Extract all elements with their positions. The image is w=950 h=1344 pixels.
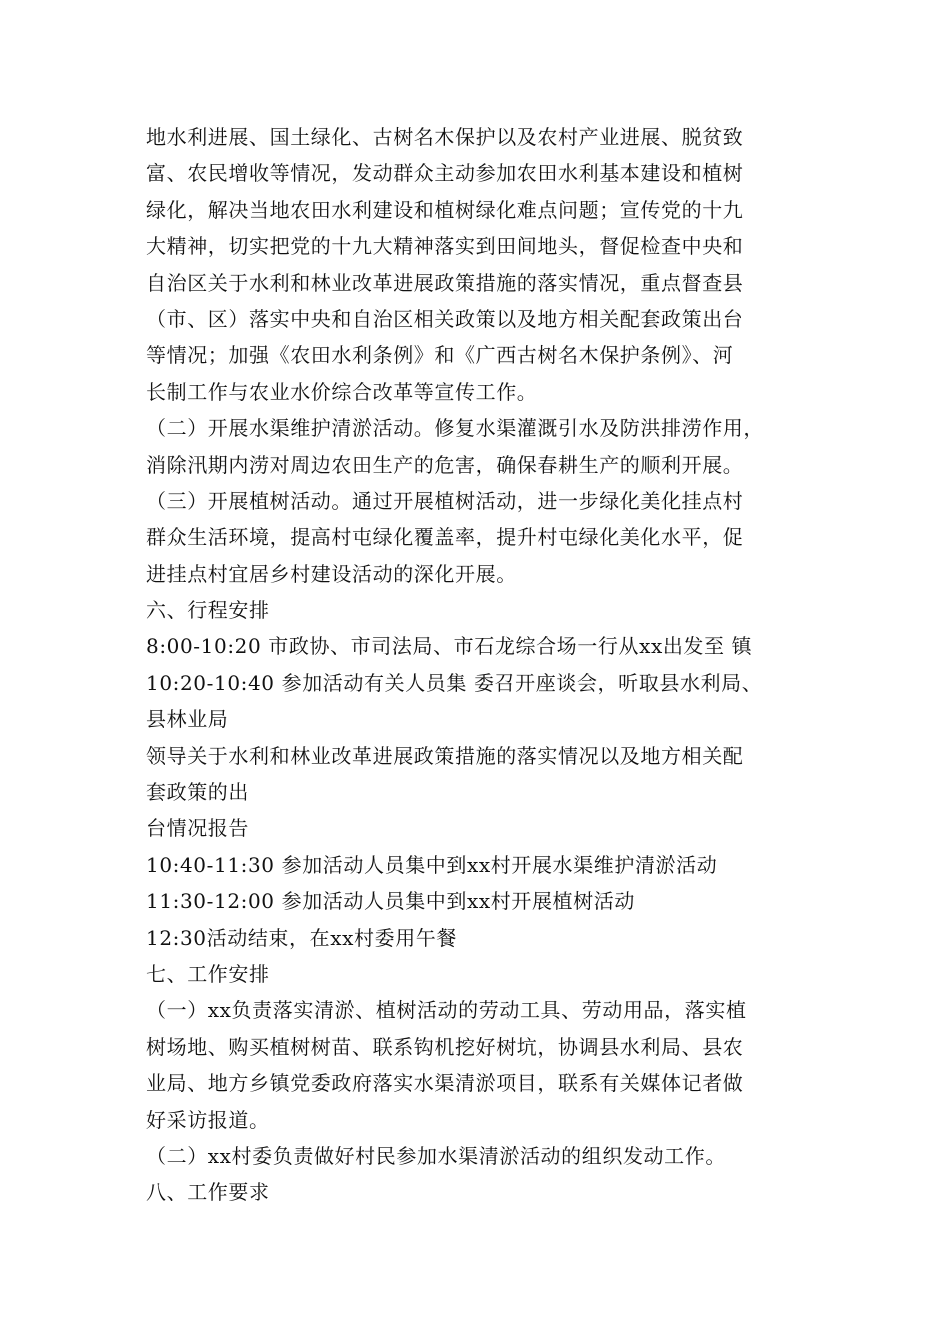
schedule-line: 套政策的出: [146, 780, 249, 805]
text-line: 富、农民增收等情况，发动群众主动参加农田水利基本建设和植树: [146, 161, 744, 186]
text-line: （一）xx负责落实清淤、植树活动的劳动工具、劳动用品，落实植: [146, 998, 747, 1023]
text-line: （二）开展水渠维护清淤活动。修复水渠灌溉引水及防洪排涝作用，: [146, 416, 764, 441]
schedule-line: 10:20-10:40 参加活动有关人员集 委召开座谈会，听取县水利局、: [146, 670, 763, 695]
text-line: 绿化，解决当地农田水利建设和植树绿化难点问题；宣传党的十九: [146, 197, 744, 222]
text-line: （市、区）落实中央和自治区相关政策以及地方相关配套政策出台: [146, 306, 744, 331]
section-heading: 八、工作要求: [146, 1180, 270, 1205]
section-heading: 七、工作安排: [146, 961, 270, 986]
schedule-line: 台情况报告: [146, 816, 249, 841]
schedule-line: 11:30-12:00 参加活动人员集中到xx村开展植树活动: [146, 889, 635, 914]
schedule-line: 领导关于水利和林业改革进展政策措施的落实情况以及地方相关配: [146, 743, 744, 768]
schedule-line: 12:30活动结束，在xx村委用午餐: [146, 925, 457, 950]
text-line: 地水利进展、国土绿化、古树名木保护以及农村产业进展、脱贫致: [146, 125, 744, 149]
text-line: 长制工作与农业水价综合改革等宣传工作。: [146, 379, 538, 404]
text-line: 自治区关于水利和林业改革进展政策措施的落实情况，重点督查县: [146, 270, 744, 295]
text-line: （二）xx村委负责做好村民参加水渠清淤活动的组织发动工作。: [146, 1143, 726, 1168]
section-heading: 六、行程安排: [146, 598, 270, 623]
text-line: 等情况；加强《农田水利条例》和《广西古树名木保护条例》、河: [146, 343, 734, 368]
schedule-line: 8:00-10:20 市政协、市司法局、市石龙综合场一行从xx出发至 镇: [146, 634, 753, 659]
text-line: 进挂点村宜居乡村建设活动的深化开展。: [146, 561, 517, 586]
schedule-line: 县林业局: [146, 707, 229, 732]
document-body: [146, 119, 816, 1211]
text-line: 好采访报道。: [146, 1107, 270, 1132]
text-line: 业局、地方乡镇党委政府落实水渠清淤项目，联系有关媒体记者做: [146, 1071, 744, 1096]
text-line: （三）开展植树活动。通过开展植树活动，进一步绿化美化挂点村: [146, 488, 744, 513]
schedule-line: 10:40-11:30 参加活动人员集中到xx村开展水渠维护清淤活动: [146, 852, 718, 877]
text-line: 大精神，切实把党的十九大精神落实到田间地头，督促检查中央和: [146, 234, 744, 259]
text-line: 树场地、购买植树树苗、联系钩机挖好树坑，协调县水利局、县农: [146, 1034, 744, 1059]
text-line: 群众生活环境，提高村屯绿化覆盖率，提升村屯绿化美化水平，促: [146, 525, 744, 550]
text-line: 消除汛期内涝对周边农田生产的危害，确保春耕生产的顺利开展。: [146, 452, 744, 477]
